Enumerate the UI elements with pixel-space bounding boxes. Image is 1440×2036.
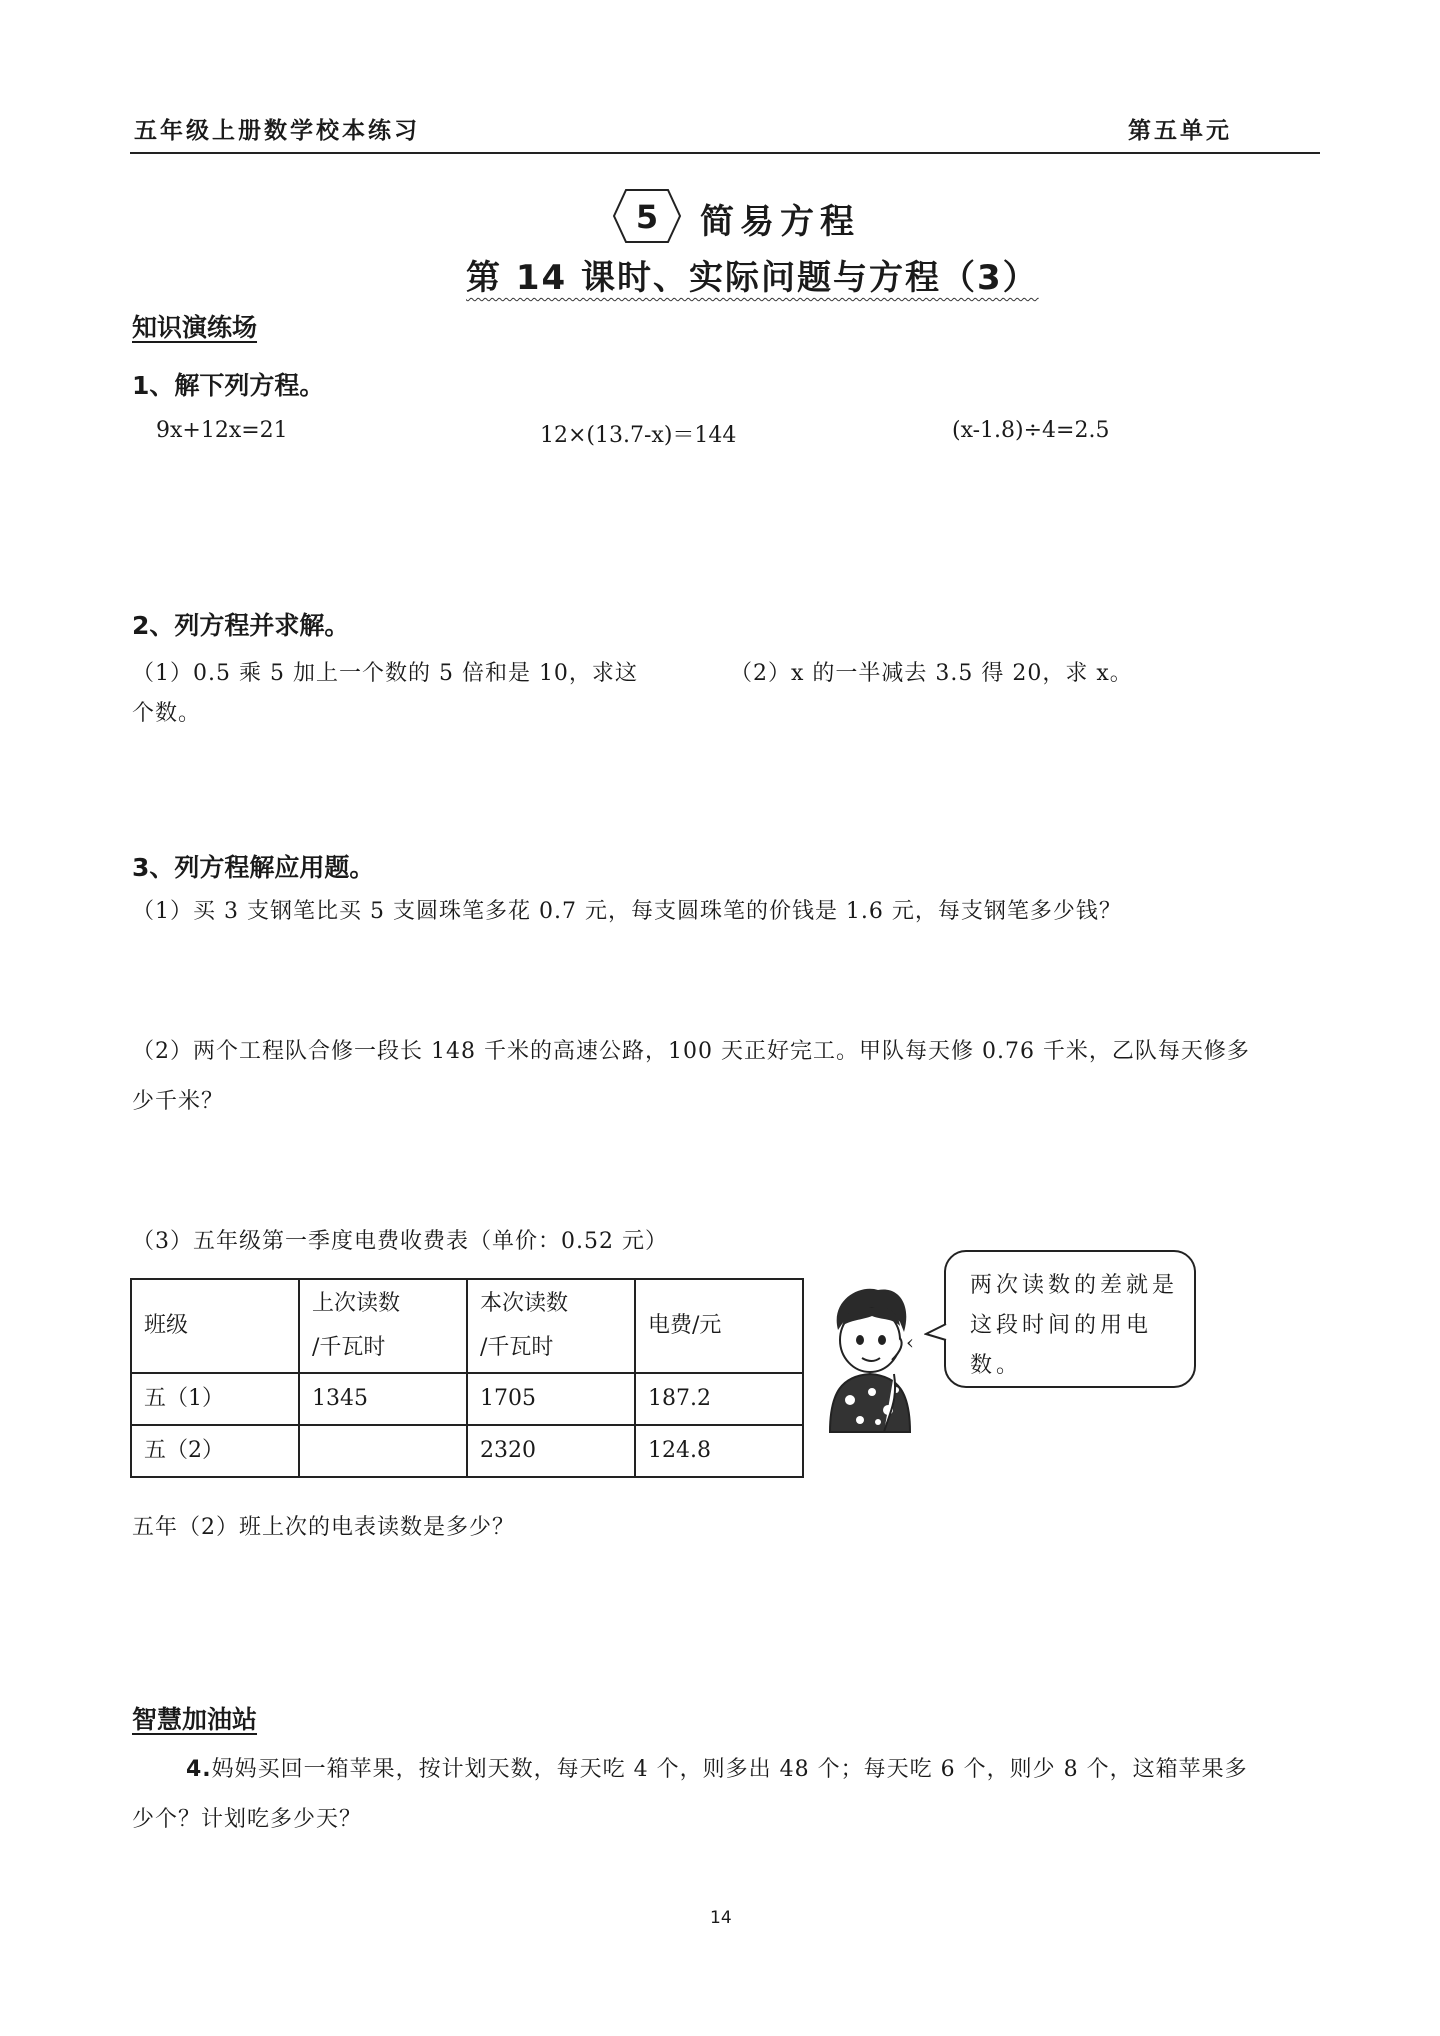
unit-label: 第五单元 (1128, 118, 1232, 144)
unit-number-badge (612, 188, 682, 244)
unit-number: 5 (635, 198, 659, 236)
cell-fee: 124.8 (635, 1425, 803, 1477)
q2-part1-line2: 个数。 (132, 701, 202, 726)
q3-part1: （1）买 3 支钢笔比买 5 支圆珠笔多花 0.7 元，每支圆珠笔的价钱是 1.6 元，每支钢笔多少钱？ (132, 899, 1122, 924)
header-rule (130, 152, 1320, 154)
cell-class: 五（2） (131, 1425, 299, 1477)
q4-number: 4. (186, 1757, 212, 1782)
q1-title: 1、解下列方程。 (132, 371, 325, 400)
thought-marks: ‹ (906, 1330, 914, 1354)
cell-class: 五（1） (131, 1373, 299, 1425)
cell-last (299, 1425, 467, 1477)
speech-bubble-text: 两次读数的差就是这段时间的用电数。 (970, 1273, 1179, 1378)
unit-name: 简易方程 (700, 202, 860, 242)
q4-line2: 少个？计划吃多少天？ (132, 1807, 363, 1832)
q3-part3-caption: （3）五年级第一季度电费收费表（单价：0.52 元） (132, 1229, 668, 1254)
section-title-challenge: 智慧加油站 (132, 1705, 258, 1734)
q3-title: 3、列方程解应用题。 (132, 853, 375, 882)
q2-title: 2、列方程并求解。 (132, 611, 350, 640)
thinking-boy-illustration (820, 1282, 920, 1442)
section-title-practice: 知识演练场 (132, 313, 258, 342)
equation-3: (x-1.8)÷4=2.5 (952, 418, 1110, 443)
q3-part2-line1: （2）两个工程队合修一段长 148 千米的高速公路，100 天正好完工。甲队每天修 0.76 千米，乙队每天修多 (132, 1039, 1250, 1064)
lesson-title: 第 14 课时、实际问题与方程（3） (466, 258, 1039, 298)
cell-this: 1705 (467, 1373, 635, 1425)
q3-part3-question: 五年（2）班上次的电表读数是多少？ (132, 1515, 515, 1540)
q4-line1-text: 妈妈买回一箱苹果，按计划天数，每天吃 4 个，则多出 48 个；每天吃 6 个，则少 8 个，这箱苹果多 (211, 1757, 1248, 1782)
header-last-reading: 上次读数 /千瓦时 (299, 1279, 467, 1373)
cell-fee: 187.2 (635, 1373, 803, 1425)
q2-part2: （2）x 的一半减去 3.5 得 20，求 x。 (730, 661, 1133, 686)
equation-1: 9x+12x=21 (156, 418, 288, 443)
equation-2: 12×(13.7-x)＝144 (540, 423, 737, 448)
cell-last: 1345 (299, 1373, 467, 1425)
cell-this: 2320 (467, 1425, 635, 1477)
q2-part1-line1: （1）0.5 乘 5 加上一个数的 5 倍和是 10，求这 (132, 661, 638, 686)
table-header-row (131, 1279, 803, 1373)
q3-part2-line2: 少千米？ (132, 1089, 225, 1114)
table-row (131, 1373, 803, 1425)
table-row (131, 1425, 803, 1477)
header-class: 班级 (131, 1279, 299, 1373)
speech-bubble-tail (924, 1322, 950, 1342)
electricity-fee-table (130, 1278, 804, 1478)
header-fee: 电费/元 (635, 1279, 803, 1373)
speech-bubble (944, 1250, 1196, 1388)
q4-line1 (186, 1752, 1248, 1783)
page-number: 14 (710, 1908, 732, 1928)
book-title: 五年级上册数学校本练习 (134, 118, 420, 144)
header-this-reading: 本次读数 /千瓦时 (467, 1279, 635, 1373)
